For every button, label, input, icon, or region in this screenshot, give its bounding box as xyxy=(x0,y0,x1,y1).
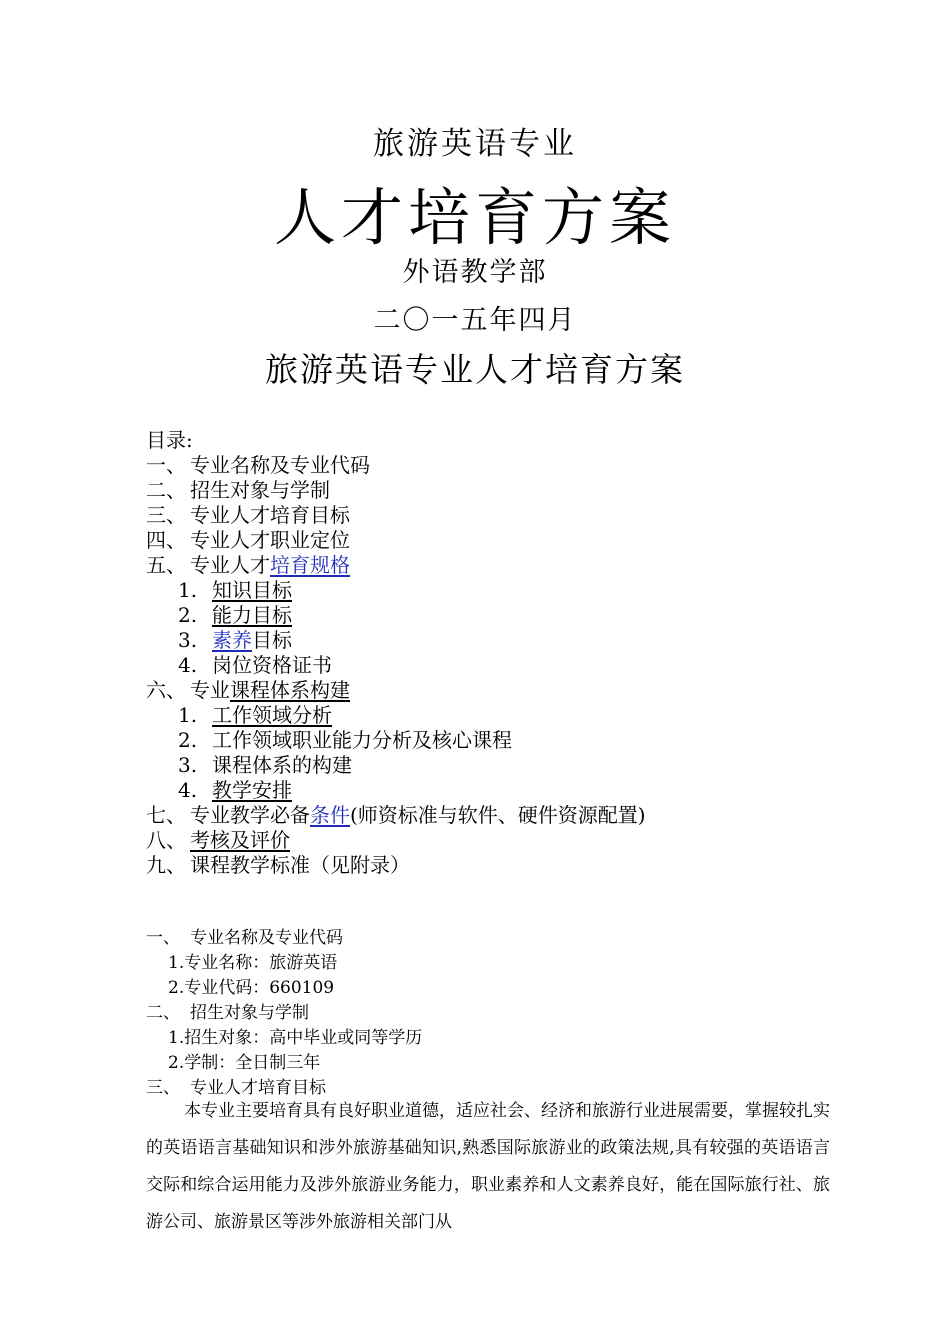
section-number: 一、 xyxy=(146,928,180,948)
toc-link-ability-goals[interactable]: 能力目标 xyxy=(212,603,292,627)
section-title: 招生对象与学制 xyxy=(190,1003,309,1023)
toc-item-number: 4. xyxy=(178,778,198,802)
main-title: 旅游英语专业人才培育方案 xyxy=(265,350,685,389)
toc-item-6 xyxy=(146,678,646,703)
section-number: 二、 xyxy=(146,1003,180,1023)
body-paragraph: 本专业主要培育具有良好职业道德，适应社会、经济和旅游行业进展需要，掌握较扎实的英语语言基础知识和涉外旅游基础知识,熟悉国际旅游业的政策法规,具有较强的英语语言交际和综合运用能力及涉外旅游业务能力，职业素养和人文素养良好，能在国际旅行社、旅游公司、旅游景区等涉外旅游相关部门从 xyxy=(146,1101,830,1232)
toc-item-number: 一、 xyxy=(146,453,186,477)
toc-link-knowledge-goals[interactable]: 知识目标 xyxy=(212,578,292,602)
toc-item-text: 专业名称及专业代码 xyxy=(190,453,370,477)
body-section xyxy=(146,926,422,1101)
body-line: 1.专业名称：旅游英语 xyxy=(168,953,338,973)
section-heading xyxy=(146,926,422,951)
toc-item-number: 1. xyxy=(178,703,198,727)
toc-item-number: 五、 xyxy=(146,553,186,577)
toc-item-number: 1. xyxy=(178,578,198,602)
section-title: 专业名称及专业代码 xyxy=(190,928,343,948)
toc-item-text: 专业人才培育目标 xyxy=(190,503,350,527)
toc-heading: 目录: xyxy=(146,428,193,452)
toc-item-text: 课程体系的构建 xyxy=(212,753,352,777)
toc-subitem-6-1 xyxy=(146,703,646,728)
toc-subitem-6-3 xyxy=(146,753,646,778)
toc-item-text: 专业人才职业定位 xyxy=(190,528,350,552)
toc-item-text: 岗位资格证书 xyxy=(212,653,332,677)
toc-item-9 xyxy=(146,853,646,878)
toc-item-number: 九、 xyxy=(146,853,186,877)
body-line: 2.专业代码：660109 xyxy=(168,978,335,998)
toc-link-teaching-plan[interactable]: 教学安排 xyxy=(212,778,292,802)
section-title: 专业人才培育目标 xyxy=(190,1078,326,1098)
toc-item-text: (师资标准与软件、硬件资源配置) xyxy=(350,803,646,827)
toc-link-training-specs[interactable]: 培育规格 xyxy=(270,553,350,577)
cover-title: 人才培育方案 xyxy=(273,181,676,254)
toc-item-text: 课程教学标准（见附录） xyxy=(190,853,410,877)
cover-subtitle: 旅游英语专业 xyxy=(373,126,577,162)
section-number: 三、 xyxy=(146,1078,180,1098)
toc-item-text: 工作领域职业能力分析及核心课程 xyxy=(212,728,512,752)
toc-item-number: 七、 xyxy=(146,803,186,827)
toc-item-number: 3. xyxy=(178,753,198,777)
toc-item-text: 专业 xyxy=(190,678,230,702)
section-heading xyxy=(146,1001,422,1026)
toc-item-text: 专业人才 xyxy=(190,553,270,577)
cover-department: 外语教学部 xyxy=(402,257,548,288)
toc-subitem-6-4 xyxy=(146,778,646,803)
toc-item-5 xyxy=(146,553,646,578)
toc-link-assessment[interactable]: 考核及评价 xyxy=(190,828,290,852)
toc-item-8 xyxy=(146,828,646,853)
toc-item-7 xyxy=(146,803,646,828)
toc-item-number: 3. xyxy=(178,628,198,652)
table-of-contents xyxy=(146,428,646,878)
toc-item-number: 2. xyxy=(178,728,198,752)
toc-item-number: 六、 xyxy=(146,678,186,702)
toc-subitem-5-4 xyxy=(146,653,646,678)
cover-date: 二〇一五年四月 xyxy=(373,305,577,336)
toc-item-number: 4. xyxy=(178,653,198,677)
toc-subitem-5-1 xyxy=(146,578,646,603)
toc-item-text: 招生对象与学制 xyxy=(190,478,330,502)
toc-item-3 xyxy=(146,503,646,528)
toc-item-text: 专业教学必备 xyxy=(190,803,310,827)
toc-subitem-5-2 xyxy=(146,603,646,628)
toc-link-work-domain[interactable]: 工作领域分析 xyxy=(212,703,332,727)
toc-subitem-5-3 xyxy=(146,628,646,653)
toc-link-literacy[interactable]: 素养 xyxy=(212,628,252,652)
toc-subitem-6-2 xyxy=(146,728,646,753)
toc-item-number: 二、 xyxy=(146,478,186,502)
toc-link-conditions[interactable]: 条件 xyxy=(310,803,350,827)
toc-item-number: 四、 xyxy=(146,528,186,552)
toc-item-2 xyxy=(146,478,646,503)
body-line: 1.招生对象：高中毕业或同等学历 xyxy=(168,1028,423,1048)
toc-item-number: 三、 xyxy=(146,503,186,527)
toc-item-number: 2. xyxy=(178,603,198,627)
toc-item-4 xyxy=(146,528,646,553)
toc-item-number: 八、 xyxy=(146,828,186,852)
body-line: 2.学制：全日制三年 xyxy=(168,1053,321,1073)
toc-item-text: 目标 xyxy=(252,628,292,652)
toc-link-curriculum[interactable]: 课程体系构建 xyxy=(230,678,350,702)
toc-item-1 xyxy=(146,453,646,478)
